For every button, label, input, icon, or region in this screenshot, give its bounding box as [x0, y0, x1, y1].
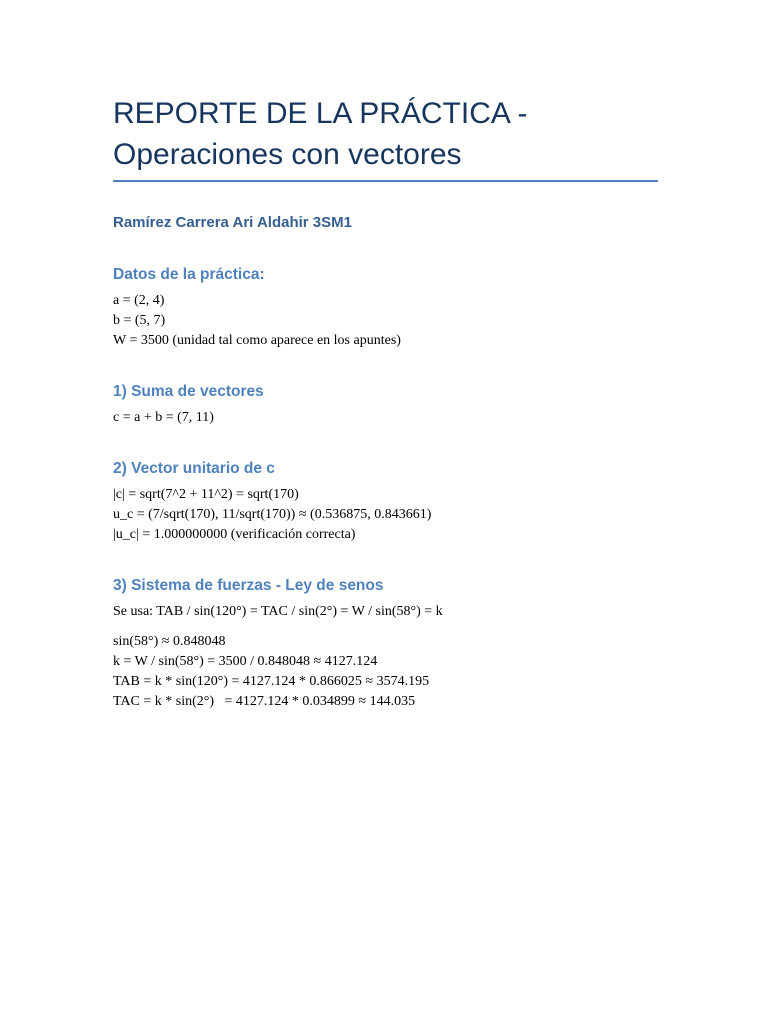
- section-heading: 1) Suma de vectores: [113, 383, 264, 400]
- formula-intro: Se usa: TAB / sin(120°) = TAC / sin(2°) = W / sin(58°) = k: [113, 604, 443, 619]
- title-underline: [113, 180, 658, 182]
- section-ley-de-senos: [113, 575, 658, 712]
- data-line: W = 3500 (unidad tal como aparece en los apuntes): [113, 333, 401, 348]
- section-suma: [113, 381, 658, 428]
- data-line: a = (2, 4): [113, 293, 165, 308]
- data-line: b = (5, 7): [113, 313, 166, 328]
- formula-line: |u_c| = 1.000000000 (verificación correcta): [113, 527, 356, 542]
- formula-line: c = a + b = (7, 11): [113, 410, 214, 425]
- formula-line: sin(58°) ≈ 0.848048: [113, 634, 226, 649]
- formula-line: k = W / sin(58°) = 3500 / 0.848048 ≈ 4127.124: [113, 654, 378, 669]
- formula-line: TAB = k * sin(120°) = 4127.124 * 0.866025 ≈ 3574.195: [113, 674, 430, 689]
- author-line: Ramírez Carrera Ari Aldahir 3SM1: [113, 214, 352, 231]
- section-heading: 3) Sistema de fuerzas - Ley de senos: [113, 577, 384, 594]
- section-heading: 2) Vector unitario de c: [113, 460, 275, 477]
- formula-line: TAC = k * sin(2°) = 4127.124 * 0.034899 ≈ 144.035: [113, 694, 416, 709]
- section-heading: Datos de la práctica:: [113, 266, 265, 283]
- document-title: [113, 0, 658, 175]
- formula-line: u_c = (7/sqrt(170), 11/sqrt(170)) ≈ (0.536875, 0.843661): [113, 507, 432, 522]
- title-line-2: Operaciones con vectores: [113, 138, 462, 171]
- section-vector-unitario: [113, 458, 658, 545]
- paragraph-spacer: [113, 622, 658, 632]
- title-line-1: REPORTE DE LA PRÁCTICA -: [113, 97, 528, 130]
- section-datos: [113, 264, 658, 351]
- formula-line: |c| = sqrt(7^2 + 11^2) = sqrt(170): [113, 487, 299, 502]
